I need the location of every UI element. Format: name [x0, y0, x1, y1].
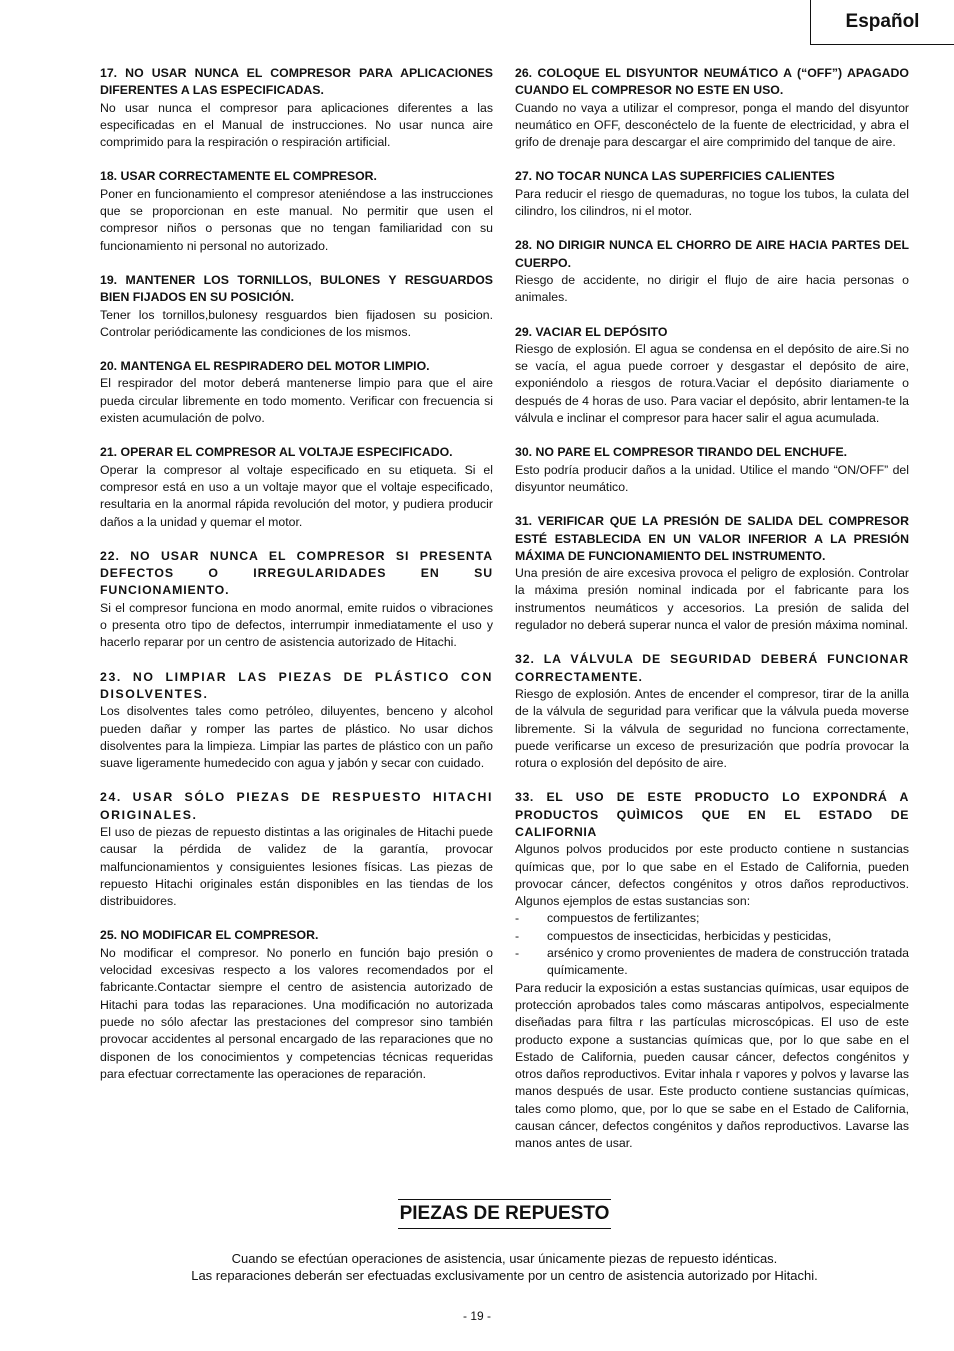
right-column	[515, 65, 909, 1170]
section-body: Algunos polvos producidos por este producto contiene n sustancias químicas que, por lo que sabe en el Estado de California, pueden provocar cáncer, defectos congénitos y otros daños reproductivos. Algunos ejemplos de estas sustancias son:	[515, 842, 909, 909]
section-title: 29. VACIAR EL DEPÓSITO	[515, 324, 668, 339]
parts-heading: PIEZAS DE REPUESTO	[398, 1199, 611, 1229]
section-title: 21. OPERAR EL COMPRESOR AL VOLTAJE ESPECIFICADO.	[100, 445, 453, 460]
section-32	[515, 651, 909, 772]
section-title: 19. MANTENER LOS TORNILLOS, BULONES Y RESGUARDOS BIEN FIJADOS EN SU POSICIÓN.	[100, 272, 493, 305]
section-body: Tener los tornillos,bulonesy resguardos bien fijadosen su posicion. Controlar periódicamente las condiciones de los mismos.	[100, 307, 493, 339]
dash-marker: -	[515, 911, 520, 926]
section-body: Para reducir el riesgo de quemaduras, no togue los tubos, la culata del cilindro, los cilindros, ni el motor.	[515, 186, 909, 219]
section-title: 24. USAR SÓLO PIEZAS DE RESPUESTO HITACHI ORIGINALES.	[100, 790, 493, 822]
section-17	[100, 65, 493, 151]
section-body: Una presión de aire excesiva provoca el peligro de explosión. Controlar la máxima presión nominal indicada por el fabricante para los instrumentos neumáticos y accesorios. La presión de salida del regulador no deberá superar nunca el valor de presión máxima nominal.	[515, 566, 909, 633]
section-24	[100, 789, 493, 910]
section-33	[515, 789, 909, 1152]
section-title: 33. EL USO DE ESTE PRODUCTO LO EXPONDRÁ A PRODUCTOS QUÌMICOS QUE EN EL ESTADO DE CALIFORNIA	[515, 790, 909, 839]
section-title: 22. NO USAR NUNCA EL COMPRESOR SI PRESENTA DEFECTOS O IRREGULARIDADES EN SU FUNCIONAMIENTO.	[100, 548, 493, 598]
section-body: No modificar el compresor. No ponerlo en función bajo presión o velocidad excesivas respecto a los valores recomendados por el fabricante.Contactar siempre el centro de asistencia autorizado de Hitachi para todas las reparaciones. Una modificación no autorizada puede no sólo afectar las prestaciones del compresor sino también provocar accidentes al personal encargado de las reparaciones que no disponen de los conocimientos y competencias técnicas requeridas para efectuar correctamente las operaciones de reparación.	[100, 945, 493, 1081]
parts-line: Las reparaciones deberán ser efectuadas exclusivamente por un centro de asistencia autorizado por Hitachi.	[191, 1268, 818, 1283]
section-body: Cuando no vaya a utilizar el compresor, ponga el mando del disyuntor neumático en OFF, desconéctelo de la fuente de electricidad, y abra el grifo de drenaje para descargar el aire comprimido del tanque de aire.	[515, 100, 909, 150]
section-18	[100, 168, 493, 254]
section-body: Esto podría producir daños a la unidad. Utilice el mando “ON/OFF” del disyuntor neumático.	[515, 462, 909, 494]
section-body: Riesgo de accidente, no dirigir el flujo de aire hacia personas o animales.	[515, 272, 909, 305]
list-item: - compuestos de fertilizantes;	[515, 910, 909, 927]
section-title: 28. NO DIRIGIR NUNCA EL CHORRO DE AIRE HACIA PARTES DEL CUERPO.	[515, 238, 909, 270]
section-body: Si el compresor funciona en modo anormal, emite ruidos o vibraciones o presenta otro tipo de defectos, interrumpir inmediatamente el uso y hacerlo reparar por un centro de asistencia autorizado de Hitachi.	[100, 600, 493, 650]
section-title: 17. NO USAR NUNCA EL COMPRESOR PARA APLICACIONES DIFERENTES A LAS ESPECIFICADAS.	[100, 66, 493, 98]
section-title: 31. VERIFICAR QUE LA PRESIÓN DE SALIDA DEL COMPRESOR ESTÉ ESTABLECIDA EN UN VALOR INFERIOR A LA PRESIÓN MÁXIMA DE FUNCIONAMIENTO DEL INSTRUMENTO.	[515, 514, 909, 563]
section-26	[515, 65, 909, 151]
section-body: Para reducir la exposición a estas sustancias químicas, usar equipos de protección aprobados tales como máscaras antipolvos, especialmente diseñadas para filtra r las partículas microscópicas. El uso de este producto expone a sustancias químicas que, por lo que sabe en el Estado de California, pueden causar cáncer, defectos congénitos y otros daños reproductivos. Evitar inhala r vapores y polvos y lavarse las manos después de usar. Este producto contiene sustancias químicas, tales como plomo, que, por lo que se sabe en el Estado de California, causan cáncer, defectos congénitos y daños reproductivos. Lavarse las manos antes de usar.	[515, 980, 909, 1151]
left-column	[100, 65, 493, 1100]
section-title: 27. NO TOCAR NUNCA LAS SUPERFICIES CALIENTES	[515, 169, 835, 184]
section-body: El uso de piezas de repuesto distintas a las originales de Hitachi puede causar la pérdida de validez de la garantía, provocar malfuncionamientos y consiguientes lesiones físicas. Las piezas de repuesto Hitachi originales están disponibles en las tiendas de los distribuidores.	[100, 824, 493, 909]
list-item: - compuestos de insecticidas, herbicidas y pesticidas,	[515, 928, 909, 945]
dash-marker: -	[515, 946, 520, 961]
section-body: Riesgo de explosión. El agua se condensa en el depósito de aire.Si no se vacía, el agua puede corroer y desgastar el depósito de aire, exponiéndolo a riesgos de rotura.Vaciar el depósito diariamente o después de 4 horas de uso. Para vaciar el depósito, abrir lentamen-te la válvula e inclinar el compresor para hacer salir el agua acumulada.	[515, 341, 909, 426]
section-body: Poner en funcionamiento el compresor ateniéndose a las instrucciones que se proporcionan en este manual. No permitir que usen el compresor niños o personas que no tengan familiaridad con su funcionamiento ni personal no autorizado.	[100, 186, 493, 253]
section-body: No usar nunca el compresor para aplicaciones diferentes a las especificadas en el Manual de instrucciones. No usar nunca aire comprimido para la respiración o respiración artificial.	[100, 100, 493, 150]
section-19	[100, 272, 493, 341]
section-21	[100, 444, 493, 530]
section-31	[515, 513, 909, 634]
list-item: - arsénico y cromo provenientes de madera de construcción tratada químicamente.	[515, 946, 909, 978]
section-body: Los disolventes tales como petróleo, diluyentes, benceno y alcohol pueden dañar y romper las partes de plástico. No usar dichos disolventes para la limpieza. Limpiar las partes de plástico con un paño suave ligeramente humedecido con agua y jabón y secar con cuidado.	[100, 704, 493, 771]
section-title: 23. NO LIMPIAR LAS PIEZAS DE PLÁSTICO CON DISOLVENTES.	[100, 669, 493, 701]
section-body: Riesgo de explosión. Antes de encender el compresor, tirar de la anilla de la válvula de seguridad para verificar que la válvula pueda moverse libremente. Si la válvula de seguridad no funciona correctamente, puede verificarse un exceso de presurización que podría provocar la rotura o explosión del depósito de aire.	[515, 686, 909, 771]
section-body: Operar la compresor al voltaje especificado en su etiqueta. Si el compresor está en uso a un voltaje mayor que el voltaje especificado, resultaria en la anormal rápida revolución del motor, y pudiera producir daños a la unidad y quemar el motor.	[100, 462, 493, 529]
section-20	[100, 358, 493, 427]
section-title: 25. NO MODIFICAR EL COMPRESOR.	[100, 928, 319, 943]
section-25	[100, 927, 493, 1083]
substance-list	[515, 910, 909, 979]
section-27	[515, 168, 909, 220]
section-title: 26. COLOQUE EL DISYUNTOR NEUMÁTICO A (“OFF”) APAGADO CUANDO EL COMPRESOR NO ESTE EN USO.	[515, 66, 909, 98]
section-28	[515, 237, 909, 306]
section-23	[100, 669, 493, 773]
section-title: 20. MANTENGA EL RESPIRADERO DEL MOTOR LIMPIO.	[100, 359, 430, 374]
parts-text	[100, 1250, 909, 1284]
page-number: - 19 -	[462, 1309, 491, 1323]
section-title: 18. USAR CORRECTAMENTE EL COMPRESOR.	[100, 169, 377, 184]
parts-line: Cuando se efectúan operaciones de asistencia, usar únicamente piezas de repuesto idénticas.	[231, 1251, 778, 1266]
section-30	[515, 444, 909, 496]
section-title: 30. NO PARE EL COMPRESOR TIRANDO DEL ENCHUFE.	[515, 445, 848, 460]
section-29	[515, 324, 909, 428]
section-title: 32. LA VÁLVULA DE SEGURIDAD DEBERÁ FUNCIONAR CORRECTAMENTE.	[515, 652, 909, 684]
language-tab: Español	[810, 0, 954, 45]
section-body: El respirador del motor deberá mantenerse limpio para que el aire pueda circular libremente en todo momento. Verificar con frecuencia si existen acumulación de polvo.	[100, 376, 493, 426]
dash-marker: -	[515, 928, 520, 943]
section-22	[100, 548, 493, 652]
